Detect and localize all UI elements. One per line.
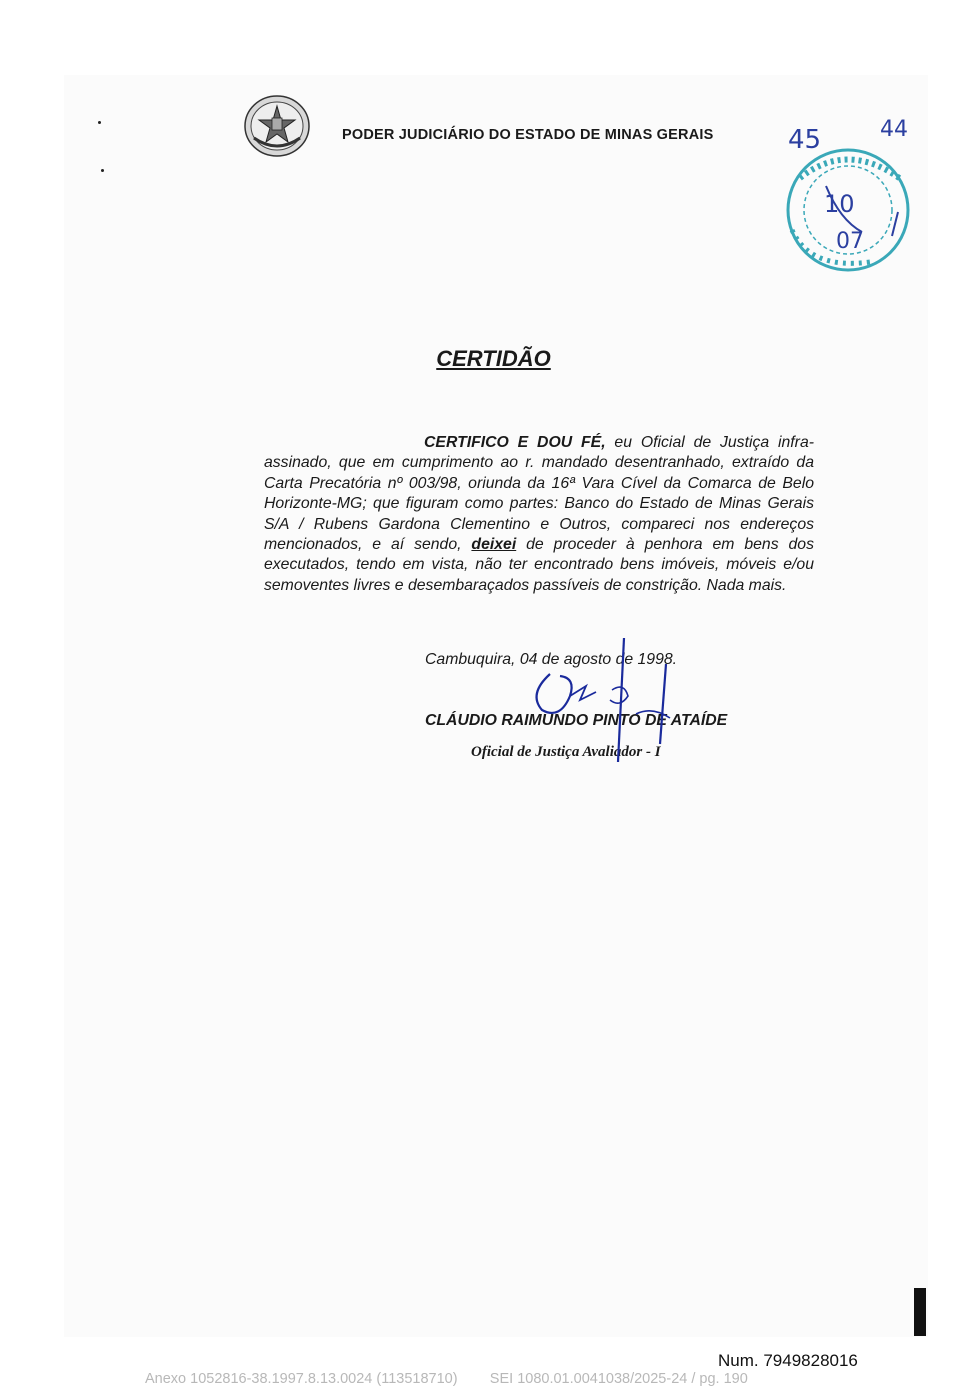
document-number: Num. 7949828016 — [718, 1351, 858, 1370]
certificate-text-continued: de proceder à penhora em bens dos executados, tendo em vista, não ter encontrado bens imóveis, móveis e/ou semoventes livres e desembaraçados passíveis de constrição. Nada mais. — [264, 536, 814, 594]
certificate-emphasis: deixei — [471, 536, 517, 554]
svg-text:10: 10 — [824, 190, 855, 218]
sei-reference: SEI 1080.01.0041038/2025-24 / pg. 190 — [489, 1371, 748, 1387]
certificate-body — [264, 433, 814, 596]
scan-speck — [101, 169, 104, 172]
signer-role: Oficial de Justiça Avaliador - I — [471, 744, 661, 760]
svg-text:45: 45 — [788, 125, 822, 155]
scan-speck — [98, 121, 101, 124]
svg-text:44: 44 — [880, 117, 908, 142]
minas-gerais-coat-of-arms-icon — [242, 94, 312, 160]
court-header-title: PODER JUDICIÁRIO DO ESTADO DE MINAS GERAIS — [342, 127, 714, 143]
document-title: CERTIDÃO — [436, 346, 551, 371]
svg-text:07: 07 — [836, 229, 864, 254]
certificate-lead: CERTIFICO E DOU FÉ, — [424, 434, 606, 451]
handwritten-signature — [520, 634, 700, 764]
scan-margin-mark — [914, 1288, 926, 1336]
place-and-date: Cambuquira, 04 de agosto de 1998. — [425, 651, 678, 668]
certificate-text: eu Oficial de Justiça infra-assinado, que em cumprimento ao r. mandado desentranhado, extraído da Carta Precatória nº 003/98, oriunda da 16ª Vara Cível da Comarca de Belo Horizonte-MG; que figuram como partes: Banco do Estado de Minas Gerais S/A / Rubens Gardona Clementino e Outros, compareci nos endereços mencionados, e aí sendo, — [264, 434, 814, 554]
annex-reference: Anexo 1052816-38.1997.8.13.0024 (113518710) — [145, 1371, 458, 1387]
clerk-office-stamp — [770, 100, 920, 280]
signer-name: CLÁUDIO RAIMUNDO PINTO DE ATAÍDE — [425, 712, 728, 729]
footer-references — [145, 1371, 748, 1387]
